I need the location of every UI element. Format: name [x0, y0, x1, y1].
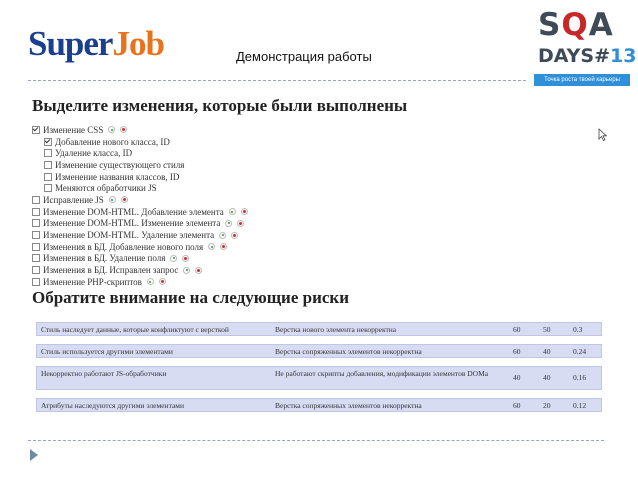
- sqa-days-logo: SQA DAYS#13 Точка роста твоей карьеры: [532, 8, 630, 94]
- change-label: Удаление класса, ID: [55, 148, 133, 159]
- change-option[interactable]: [32, 159, 248, 171]
- change-option[interactable]: [32, 253, 248, 265]
- accept-icon[interactable]: [147, 278, 154, 285]
- change-checkbox[interactable]: [44, 173, 52, 181]
- risk-text: Некорректно работают JS-обработчики: [41, 369, 167, 378]
- accept-icon[interactable]: [225, 220, 232, 227]
- change-checkbox[interactable]: [32, 243, 40, 251]
- accept-icon[interactable]: [108, 126, 115, 133]
- footer-divider: [28, 440, 604, 441]
- mouse-cursor-icon: [598, 128, 607, 141]
- score-value: 0.12: [573, 401, 587, 410]
- change-label: Изменение DOM-HTML. Добавление элемента: [43, 206, 224, 217]
- change-checkbox[interactable]: [32, 196, 40, 204]
- risk-row: [36, 366, 602, 390]
- accept-icon[interactable]: [229, 208, 236, 215]
- risks-heading: Обратите внимание на следующие риски: [32, 288, 350, 307]
- change-option[interactable]: [32, 241, 248, 253]
- change-label: Изменение существующего стиля: [55, 159, 185, 170]
- risks-table: [36, 322, 602, 420]
- embedded-screenshot: [30, 96, 614, 426]
- change-checkbox[interactable]: [32, 254, 40, 262]
- change-label: Изменения в БД. Удаление поля: [43, 253, 166, 264]
- risk-row: [36, 398, 602, 412]
- remove-icon[interactable]: [195, 267, 202, 274]
- slide-bullet-icon: [30, 449, 38, 461]
- change-checkbox[interactable]: [44, 184, 52, 192]
- impact-value: 50: [543, 325, 551, 334]
- change-option[interactable]: [32, 264, 248, 276]
- risk-row: [36, 322, 602, 336]
- risk-text: Атрибуты наследуются другими элементами: [41, 401, 185, 410]
- accept-icon[interactable]: [109, 196, 116, 203]
- change-checkbox[interactable]: [32, 231, 40, 239]
- probability-value: 60: [513, 401, 521, 410]
- score-value: 0.16: [573, 373, 587, 382]
- change-label: Добавление нового класса, ID: [55, 136, 170, 147]
- remove-icon[interactable]: [182, 255, 189, 262]
- impact-value: 40: [543, 347, 551, 356]
- change-label: Изменение DOM-HTML. Изменение элемента: [43, 218, 221, 229]
- change-option[interactable]: [32, 194, 248, 206]
- remove-icon[interactable]: [220, 243, 227, 250]
- change-label: Изменение PHP-скриптов: [43, 276, 142, 287]
- change-label: Изменение CSS: [43, 124, 104, 135]
- header-divider: [28, 80, 526, 81]
- change-label: Изменение названия классов, ID: [55, 171, 180, 182]
- change-label: Изменения в БД. Добавление нового поля: [43, 241, 204, 252]
- change-option[interactable]: [32, 218, 248, 230]
- score-value: 0.3: [573, 325, 583, 334]
- change-label: Изменение DOM-HTML. Удаление элемента: [43, 230, 215, 241]
- remove-icon[interactable]: [241, 208, 248, 215]
- change-option[interactable]: [32, 229, 248, 241]
- change-label: Меняются обработчики JS: [55, 183, 157, 194]
- change-option[interactable]: [32, 171, 248, 183]
- remove-icon[interactable]: [159, 278, 166, 285]
- change-checkbox[interactable]: [44, 149, 52, 157]
- change-checkbox[interactable]: [32, 266, 40, 274]
- probability-value: 60: [513, 325, 521, 334]
- risk-text: Стиль наследует данные, которые конфликтуют с версткой: [41, 325, 229, 334]
- risk-row: [36, 344, 602, 358]
- change-checkbox[interactable]: [32, 219, 40, 227]
- change-option[interactable]: [32, 147, 248, 159]
- change-checkbox[interactable]: [44, 161, 52, 169]
- remove-icon[interactable]: [237, 220, 244, 227]
- change-option[interactable]: [32, 136, 248, 148]
- accept-icon[interactable]: [183, 267, 190, 274]
- change-option[interactable]: [32, 206, 248, 218]
- score-value: 0.24: [573, 347, 587, 356]
- consequence-text: Верстка сопряженных элементов некорректна: [275, 347, 422, 356]
- change-option[interactable]: [32, 276, 248, 288]
- consequence-text: Не работают скрипты добавления, модификации элементов DOMa: [275, 369, 489, 378]
- accept-icon[interactable]: [170, 255, 177, 262]
- change-checkbox[interactable]: [44, 138, 52, 146]
- impact-value: 20: [543, 401, 551, 410]
- remove-icon[interactable]: [120, 126, 127, 133]
- risk-text: Стиль используется другими элементами: [41, 347, 173, 356]
- change-checkbox[interactable]: [32, 208, 40, 216]
- probability-value: 40: [513, 373, 521, 382]
- changes-checklist: [32, 124, 248, 288]
- impact-value: 40: [543, 373, 551, 382]
- accept-icon[interactable]: [208, 243, 215, 250]
- remove-icon[interactable]: [231, 232, 238, 239]
- superjob-logo: SuperJob: [28, 24, 164, 63]
- change-checkbox[interactable]: [32, 278, 40, 286]
- changes-heading: Выделите изменения, которые были выполнены: [32, 96, 408, 115]
- probability-value: 60: [513, 347, 521, 356]
- change-label: Исправление JS: [43, 194, 104, 205]
- change-checkbox[interactable]: [32, 126, 40, 134]
- remove-icon[interactable]: [121, 196, 128, 203]
- change-option[interactable]: [32, 182, 248, 194]
- change-label: Изменения в БД. Исправлен запрос: [43, 265, 179, 276]
- slide-title: Демонстрация работы: [236, 49, 372, 64]
- accept-icon[interactable]: [219, 232, 226, 239]
- consequence-text: Верстка сопряженных элементов некорректна: [275, 401, 422, 410]
- consequence-text: Верстка нового элемента некорректна: [275, 325, 397, 334]
- change-option[interactable]: [32, 124, 248, 136]
